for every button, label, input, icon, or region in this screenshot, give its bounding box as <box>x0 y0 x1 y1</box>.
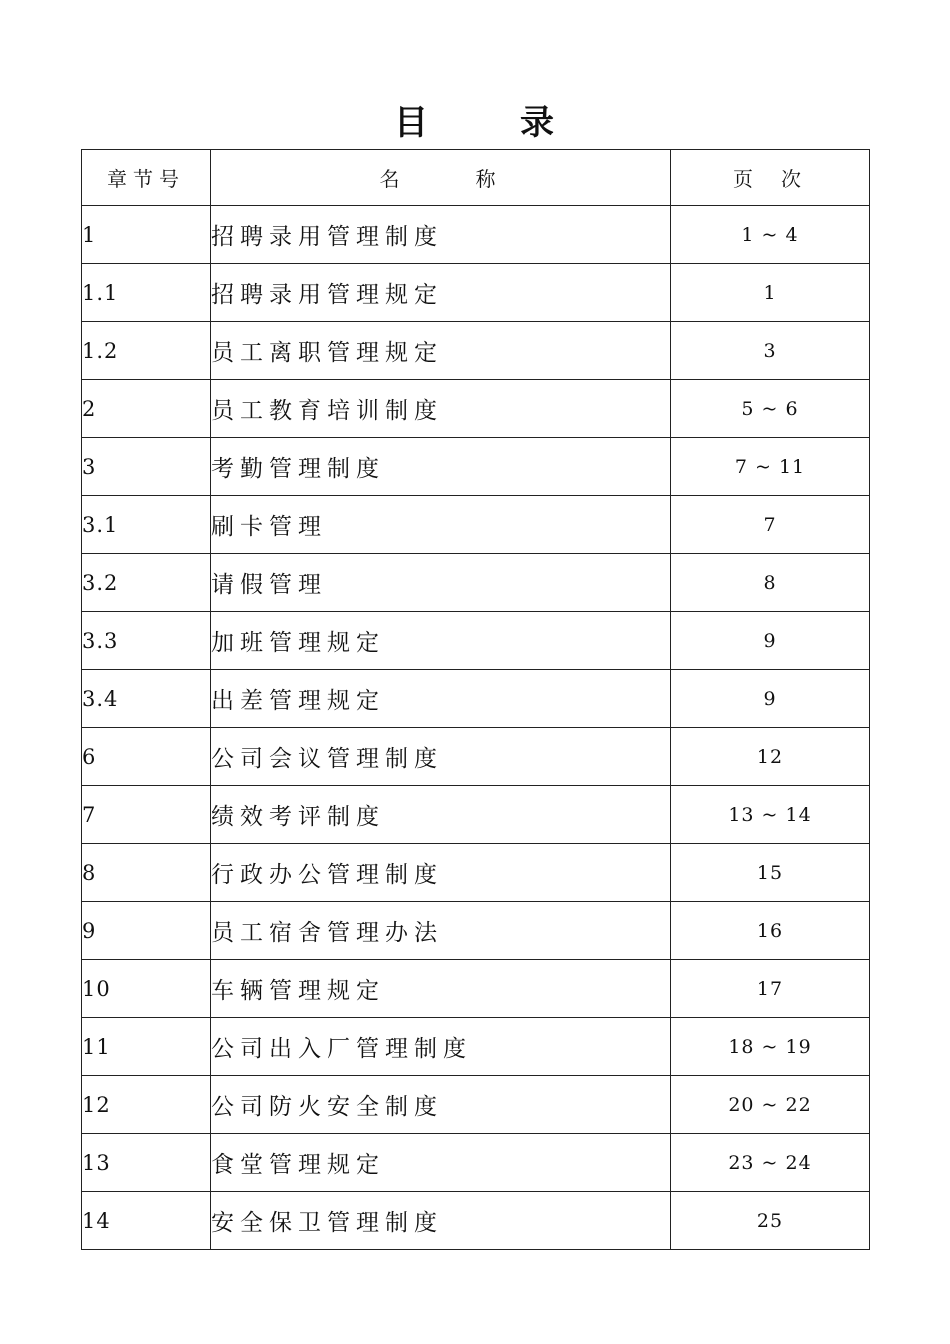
page-title-right: 录 <box>520 103 556 143</box>
chapter-number: 3 <box>82 438 211 496</box>
table-row <box>82 960 870 1018</box>
table-row <box>82 206 870 264</box>
chapter-name: 安全保卫管理制度 <box>211 1192 671 1250</box>
chapter-name: 行政办公管理制度 <box>211 844 671 902</box>
chapter-name: 出差管理规定 <box>211 670 671 728</box>
page-range: 20 ~ 22 <box>671 1076 870 1134</box>
chapter-number: 10 <box>82 960 211 1018</box>
chapter-name: 招聘录用管理规定 <box>211 264 671 322</box>
page-range: 12 <box>671 728 870 786</box>
chapter-number: 1 <box>82 206 211 264</box>
header-name-left: 名 <box>379 167 406 191</box>
page-range: 15 <box>671 844 870 902</box>
chapter-number: 12 <box>82 1076 211 1134</box>
page-range: 16 <box>671 902 870 960</box>
toc-table <box>81 149 870 1250</box>
header-name <box>211 150 671 206</box>
table-row <box>82 670 870 728</box>
table-row <box>82 1192 870 1250</box>
chapter-number: 3.4 <box>82 670 211 728</box>
chapter-name: 刷卡管理 <box>211 496 671 554</box>
chapter-name: 公司出入厂管理制度 <box>211 1018 671 1076</box>
page-range: 3 <box>671 322 870 380</box>
chapter-number: 7 <box>82 786 211 844</box>
chapter-name: 加班管理规定 <box>211 612 671 670</box>
header-page-left: 页 <box>733 167 759 191</box>
table-row <box>82 786 870 844</box>
chapter-name: 请假管理 <box>211 554 671 612</box>
chapter-number: 9 <box>82 902 211 960</box>
table-row <box>82 1134 870 1192</box>
header-name-right: 称 <box>475 167 502 191</box>
page-range: 5 ~ 6 <box>671 380 870 438</box>
table-row <box>82 1018 870 1076</box>
page-range: 7 ~ 11 <box>671 438 870 496</box>
table-row <box>82 1076 870 1134</box>
page-range: 1 <box>671 264 870 322</box>
chapter-name: 员工教育培训制度 <box>211 380 671 438</box>
chapter-number: 11 <box>82 1018 211 1076</box>
page-range: 9 <box>671 670 870 728</box>
page-range: 23 ~ 24 <box>671 1134 870 1192</box>
chapter-name: 员工宿舍管理办法 <box>211 902 671 960</box>
toc-header-row <box>82 150 870 206</box>
page-range: 7 <box>671 496 870 554</box>
table-row <box>82 322 870 380</box>
table-row <box>82 554 870 612</box>
page-range: 17 <box>671 960 870 1018</box>
page-title <box>0 95 950 144</box>
header-page <box>671 150 870 206</box>
page-range: 18 ~ 19 <box>671 1018 870 1076</box>
table-row <box>82 612 870 670</box>
chapter-name: 公司会议管理制度 <box>211 728 671 786</box>
page-range: 1 ~ 4 <box>671 206 870 264</box>
chapter-name: 考勤管理制度 <box>211 438 671 496</box>
chapter-name: 食堂管理规定 <box>211 1134 671 1192</box>
toc-body <box>82 206 870 1250</box>
header-chapter-number: 章节号 <box>82 150 211 206</box>
chapter-number: 2 <box>82 380 211 438</box>
chapter-name: 员工离职管理规定 <box>211 322 671 380</box>
chapter-name: 招聘录用管理制度 <box>211 206 671 264</box>
page-range: 9 <box>671 612 870 670</box>
chapter-number: 3.3 <box>82 612 211 670</box>
chapter-name: 绩效考评制度 <box>211 786 671 844</box>
chapter-name: 车辆管理规定 <box>211 960 671 1018</box>
table-row <box>82 728 870 786</box>
page-range: 13 ~ 14 <box>671 786 870 844</box>
chapter-name: 公司防火安全制度 <box>211 1076 671 1134</box>
page-title-left: 目 <box>394 103 430 143</box>
chapter-number: 6 <box>82 728 211 786</box>
chapter-number: 1.2 <box>82 322 211 380</box>
chapter-number: 14 <box>82 1192 211 1250</box>
page-range: 25 <box>671 1192 870 1250</box>
table-row <box>82 496 870 554</box>
table-row <box>82 438 870 496</box>
chapter-number: 3.1 <box>82 496 211 554</box>
table-row <box>82 380 870 438</box>
table-row <box>82 902 870 960</box>
table-row <box>82 844 870 902</box>
header-page-right: 次 <box>781 167 807 191</box>
chapter-number: 3.2 <box>82 554 211 612</box>
page-range: 8 <box>671 554 870 612</box>
chapter-number: 13 <box>82 1134 211 1192</box>
chapter-number: 8 <box>82 844 211 902</box>
table-row <box>82 264 870 322</box>
chapter-number: 1.1 <box>82 264 211 322</box>
